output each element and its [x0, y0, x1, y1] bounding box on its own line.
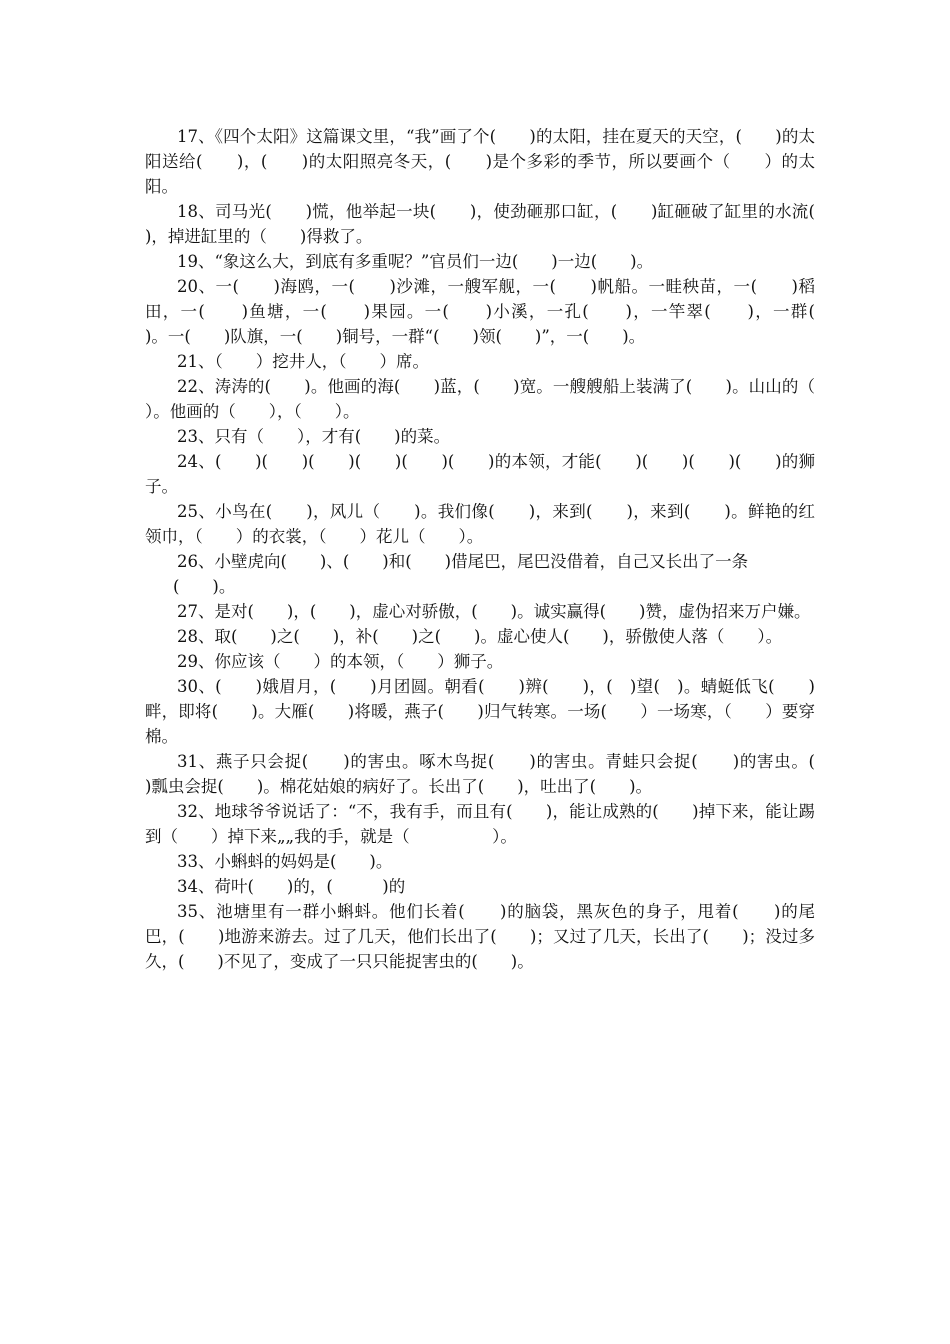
question-19: 19、“象这么大，到底有多重呢？”官员们一边( )一边( )。 [177, 252, 654, 271]
question-25: 25、小鸟在( )，风儿（ )。我们像( )，来到( )，来到( )。鲜艳的红领巾，（ ）的衣裳，（ ）花儿（ ）。 [145, 502, 815, 546]
question-26-continued: ( )。 [173, 577, 236, 596]
question-21: 21、（ ）挖井人，（ ）席。 [177, 352, 429, 371]
question-24: 24、( )( )( )( )( )( )的本领，才能( )( )( )( )的狮子。 [145, 452, 815, 496]
question-18: 18、司马光( )慌，他举起一块( )，使劲砸那口缸，( )缸砸破了缸里的水流( )，掉进缸里的（ )得救了。 [145, 202, 848, 246]
question-27: 27、是对( )，( )，虚心对骄傲，( )。诚实赢得( )赞，虚伪招来万户嫌。 [177, 602, 811, 621]
question-28: 28、取( )之( )，补( )之( )。虚心使人( )，骄傲使人落（ ）。 [177, 627, 783, 646]
question-17: 17、《四个太阳》这篇课文里，“我”画了个( )的太阳，挂在夏天的天空，( )的太阳送给( )，( )的太阳照亮冬天，( )是个多彩的季节，所以要画个（ ）的太阳。 [145, 127, 815, 196]
question-30: 30、( )娥眉月，( )月团圆。朝看( )辨( )，( )望( )。蜻蜓低飞( )畔，即将( )。大雁( )将暖，燕子( )归气转寒。一场( ）一场寒，（ ）要穿棉。 [145, 677, 815, 746]
question-35: 35、池塘里有一群小蝌蚪。他们长着( )的脑袋，黑灰色的身子，甩着( )的尾巴，( )地游来游去。过了几天，他们长出了( )；又过了几天，长出了( )；没过多久，( )不见了，变成了一只只能捉害虫的( )。 [145, 902, 815, 971]
worksheet [145, 124, 848, 974]
question-29: 29、你应该（ ）的本领，（ ）狮子。 [177, 652, 504, 671]
question-31: 31、燕子只会捉( )的害虫。啄木鸟捉( )的害虫。青蛙只会捉( )的害虫。( )瓢虫会捉( )。棉花姑娘的病好了。长出了( )，吐出了( )。 [145, 752, 848, 796]
question-32: 32、地球爷爷说话了：“不，我有手，而且有( )，能让成熟的( )掉下来，能让踢到（ ）掉下来„„我的手，就是（ ）。 [145, 802, 815, 846]
question-23: 23、只有（ ），才有( )的菜。 [177, 427, 451, 446]
question-20: 20、一( )海鸥，一( )沙滩，一艘军舰，一( )帆船。一畦秧苗，一( )稻田，一( )鱼塘，一( )果园。一( )小溪，一孔( )，一竿翠( )，一群( )。一( )队旗，一( )铜号，一群“( )领( )”，一( )。 [145, 277, 848, 346]
question-22: 22、涛涛的( )。他画的海( )蓝，( )宽。一艘艘船上装满了( )。山山的（ ）。他画的（ ），（ ）。 [145, 377, 848, 421]
question-26: 26、小壁虎向( )、( )和( )借尾巴，尾巴没借着，自己又长出了一条 [177, 552, 749, 571]
question-34: 34、荷叶( )的，( )的 [177, 877, 406, 896]
question-33: 33、小蝌蚪的妈妈是( )。 [177, 852, 393, 871]
